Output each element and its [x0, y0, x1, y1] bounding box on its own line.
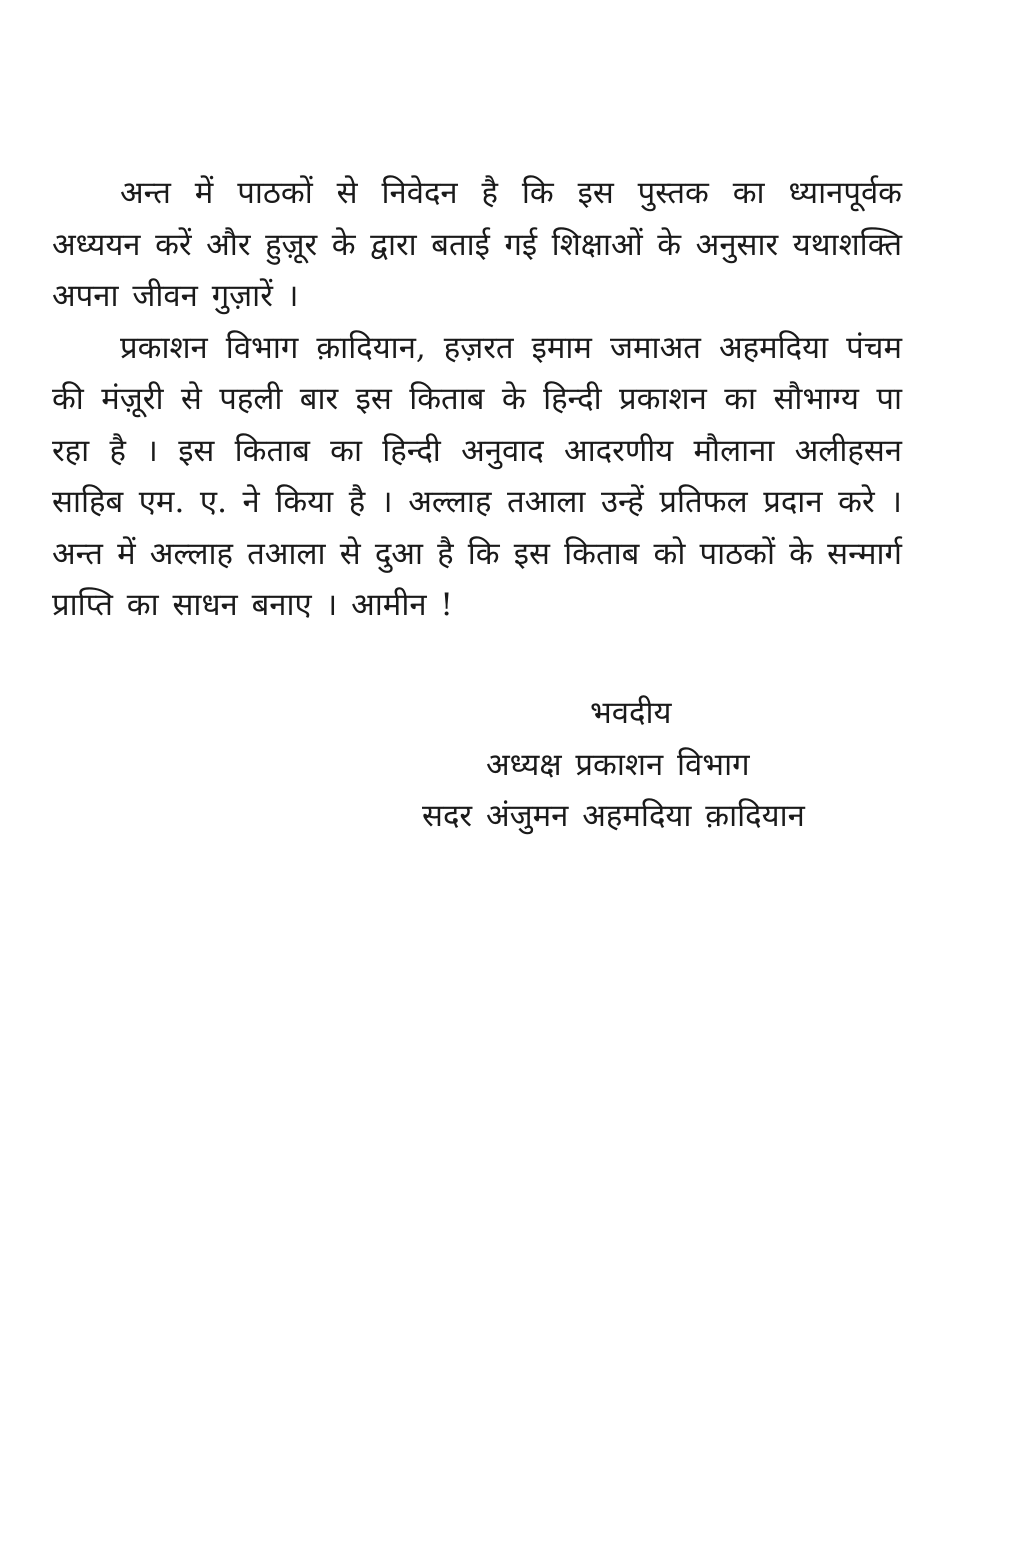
paragraph-request-to-readers: अन्त में पाठकों से निवेदन है कि इस पुस्तक का ध्यानपूर्वक अध्ययन करें और हुज़ूर के द्वारा बताई गई शिक्षाओं के अनुसार यथाशक्ति अपना जीवन गुज़ारें ।	[52, 175, 902, 314]
signature-closing: भवदीय	[590, 695, 672, 731]
signature-designation: अध्यक्ष प्रकाशन विभाग	[486, 746, 750, 783]
paragraph-publication-note: प्रकाशन विभाग क़ादियान, हज़रत इमाम जमाअत अहमदिया पंचम की मंज़ूरी से पहली बार इस किताब के हिन्दी प्रकाशन का सौभाग्य पा रहा है । इस किताब का हिन्दी अनुवाद आदरणीय मौलाना अलीहसन साहिब एम. ए. ने किया है । अल्लाह तआला उन्हें प्रतिफल प्रदान करे । अन्त में अल्लाह तआला से दुआ है कि इस किताब को पाठकों के सन्मार्ग प्राप्ति का साधन बनाए । आमीन !	[52, 329, 902, 623]
document-page	[52, 168, 902, 834]
signature-organization: सदर अंजुमन अहमदिया क़ादियान	[422, 798, 805, 834]
